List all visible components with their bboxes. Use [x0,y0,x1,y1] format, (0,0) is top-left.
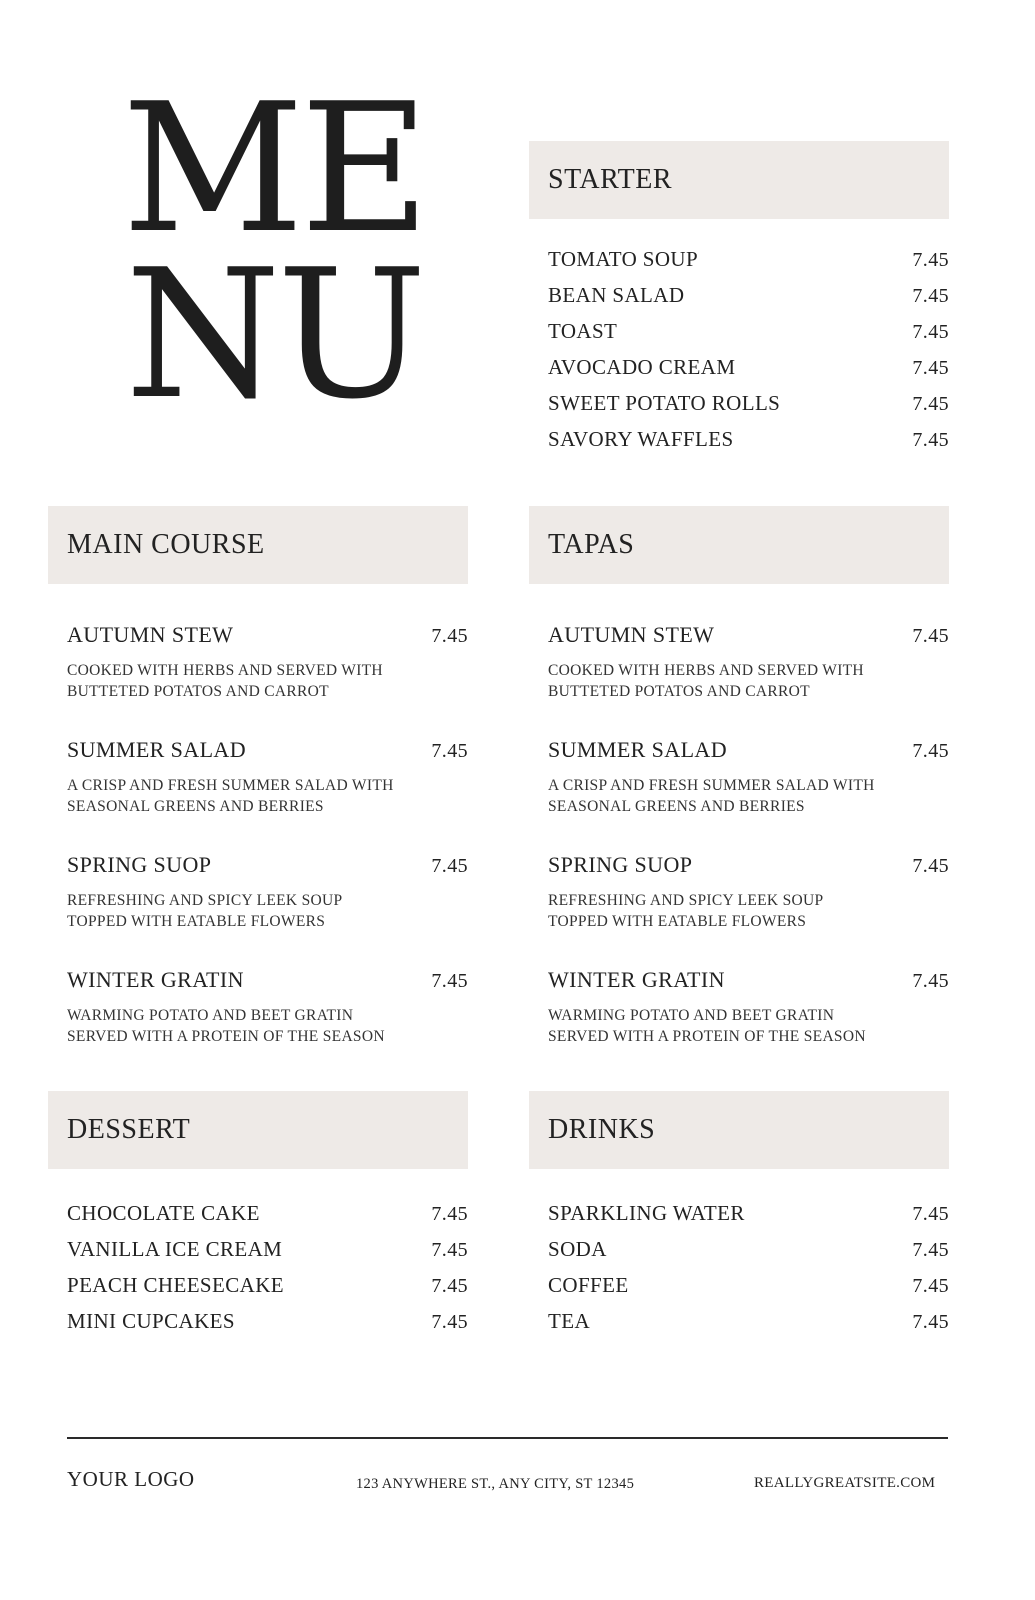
menu-item [67,1309,468,1345]
item-price: 7.45 [431,1203,468,1225]
item-price: 7.45 [912,1239,949,1261]
item-price: 7.45 [912,357,949,379]
menu-item [548,283,949,319]
starter-heading: STARTER [529,141,949,219]
menu-item [548,391,949,427]
item-name: COFFEE [548,1273,629,1297]
item-description: A CRISP AND FRESH SUMMER SALAD WITH SEASONAL GREENS AND BERRIES [548,777,875,815]
menu-item [67,1201,468,1237]
item-description: WARMING POTATO AND BEET GRATIN SERVED WITH A PROTEIN OF THE SEASON [548,1007,866,1045]
drinks-section [529,1091,949,1345]
item-name: SODA [548,1237,607,1261]
item-name: PEACH CHEESECAKE [67,1273,284,1297]
menu-item [548,1201,949,1237]
item-name: SAVORY WAFFLES [548,427,734,451]
item-price: 7.45 [912,429,949,451]
item-name: TOMATO SOUP [548,247,699,271]
item-name: AVOCADO CREAM [548,355,736,379]
dessert-list [48,1201,468,1345]
main-course-heading: MAIN COURSE [48,506,468,584]
item-description: COOKED WITH HERBS AND SERVED WITH BUTTETED POTATOS AND CARROT [67,662,383,700]
item-price: 7.45 [431,1311,468,1333]
item-name: WINTER GRATIN [548,967,725,992]
main-course-list [48,622,468,1082]
item-price: 7.45 [912,740,949,762]
menu-item [548,319,949,355]
item-name: SPRING SUOP [548,852,693,877]
menu-title-line-1: ME [121,65,427,272]
menu-item [548,1237,949,1273]
item-description: WARMING POTATO AND BEET GRATIN SERVED WITH A PROTEIN OF THE SEASON [67,1007,385,1045]
dessert-section [48,1091,468,1345]
tapas-list [529,622,949,1082]
item-price: 7.45 [912,1275,949,1297]
menu-item [67,967,468,1082]
menu-item [548,852,949,967]
menu-item [548,967,949,1082]
item-price: 7.45 [912,321,949,343]
menu-item [548,427,949,463]
menu-title-line-2: NU [125,231,423,438]
menu-item [548,622,949,737]
item-name: CHOCOLATE CAKE [67,1201,260,1225]
footer-address: 123 ANYWHERE ST., ANY CITY, ST 12345 [356,1476,635,1492]
item-name: AUTUMN STEW [548,622,715,647]
footer-divider [67,1437,948,1439]
menu-item [67,852,468,967]
item-description: A CRISP AND FRESH SUMMER SALAD WITH SEASONAL GREENS AND BERRIES [67,777,394,815]
item-description: REFRESHING AND SPICY LEEK SOUP TOPPED WITH EATABLE FLOWERS [67,892,343,930]
dessert-heading: DESSERT [48,1091,468,1169]
item-name: SUMMER SALAD [67,737,246,762]
drinks-list [529,1201,949,1345]
item-name: MINI CUPCAKES [67,1309,235,1333]
item-price: 7.45 [431,970,468,992]
item-price: 7.45 [912,970,949,992]
tapas-heading: TAPAS [529,506,949,584]
item-price: 7.45 [912,1311,949,1333]
tapas-section [529,506,949,1082]
item-price: 7.45 [431,855,468,877]
menu-item [548,247,949,283]
menu-item [67,622,468,737]
item-price: 7.45 [431,1275,468,1297]
item-price: 7.45 [912,1203,949,1225]
item-name: VANILLA ICE CREAM [67,1237,283,1261]
item-name: SUMMER SALAD [548,737,727,762]
menu-title [104,65,444,438]
menu-item [67,737,468,852]
item-name: AUTUMN STEW [67,622,234,647]
item-price: 7.45 [912,625,949,647]
menu-item [67,1237,468,1273]
item-name: BEAN SALAD [548,283,685,307]
item-price: 7.45 [912,249,949,271]
item-price: 7.45 [912,393,949,415]
menu-item [67,1273,468,1309]
item-price: 7.45 [912,855,949,877]
item-price: 7.45 [431,1239,468,1261]
item-name: TOAST [548,319,618,343]
drinks-heading: DRINKS [529,1091,949,1169]
item-price: 7.45 [431,625,468,647]
item-name: TEA [548,1309,591,1333]
item-price: 7.45 [912,285,949,307]
item-description: COOKED WITH HERBS AND SERVED WITH BUTTETED POTATOS AND CARROT [548,662,864,700]
footer-logo: YOUR LOGO [67,1467,195,1491]
item-name: WINTER GRATIN [67,967,244,992]
main-course-section [48,506,468,1082]
item-name: SPARKLING WATER [548,1201,745,1225]
menu-item [548,1309,949,1345]
starter-list [529,247,949,463]
menu-item [548,355,949,391]
item-name: SPRING SUOP [67,852,212,877]
item-name: SWEET POTATO ROLLS [548,391,781,415]
starter-section [529,141,949,463]
menu-item [548,1273,949,1309]
menu-item [548,737,949,852]
footer-website: REALLYGREATSITE.COM [754,1475,936,1491]
item-price: 7.45 [431,740,468,762]
item-description: REFRESHING AND SPICY LEEK SOUP TOPPED WITH EATABLE FLOWERS [548,892,824,930]
